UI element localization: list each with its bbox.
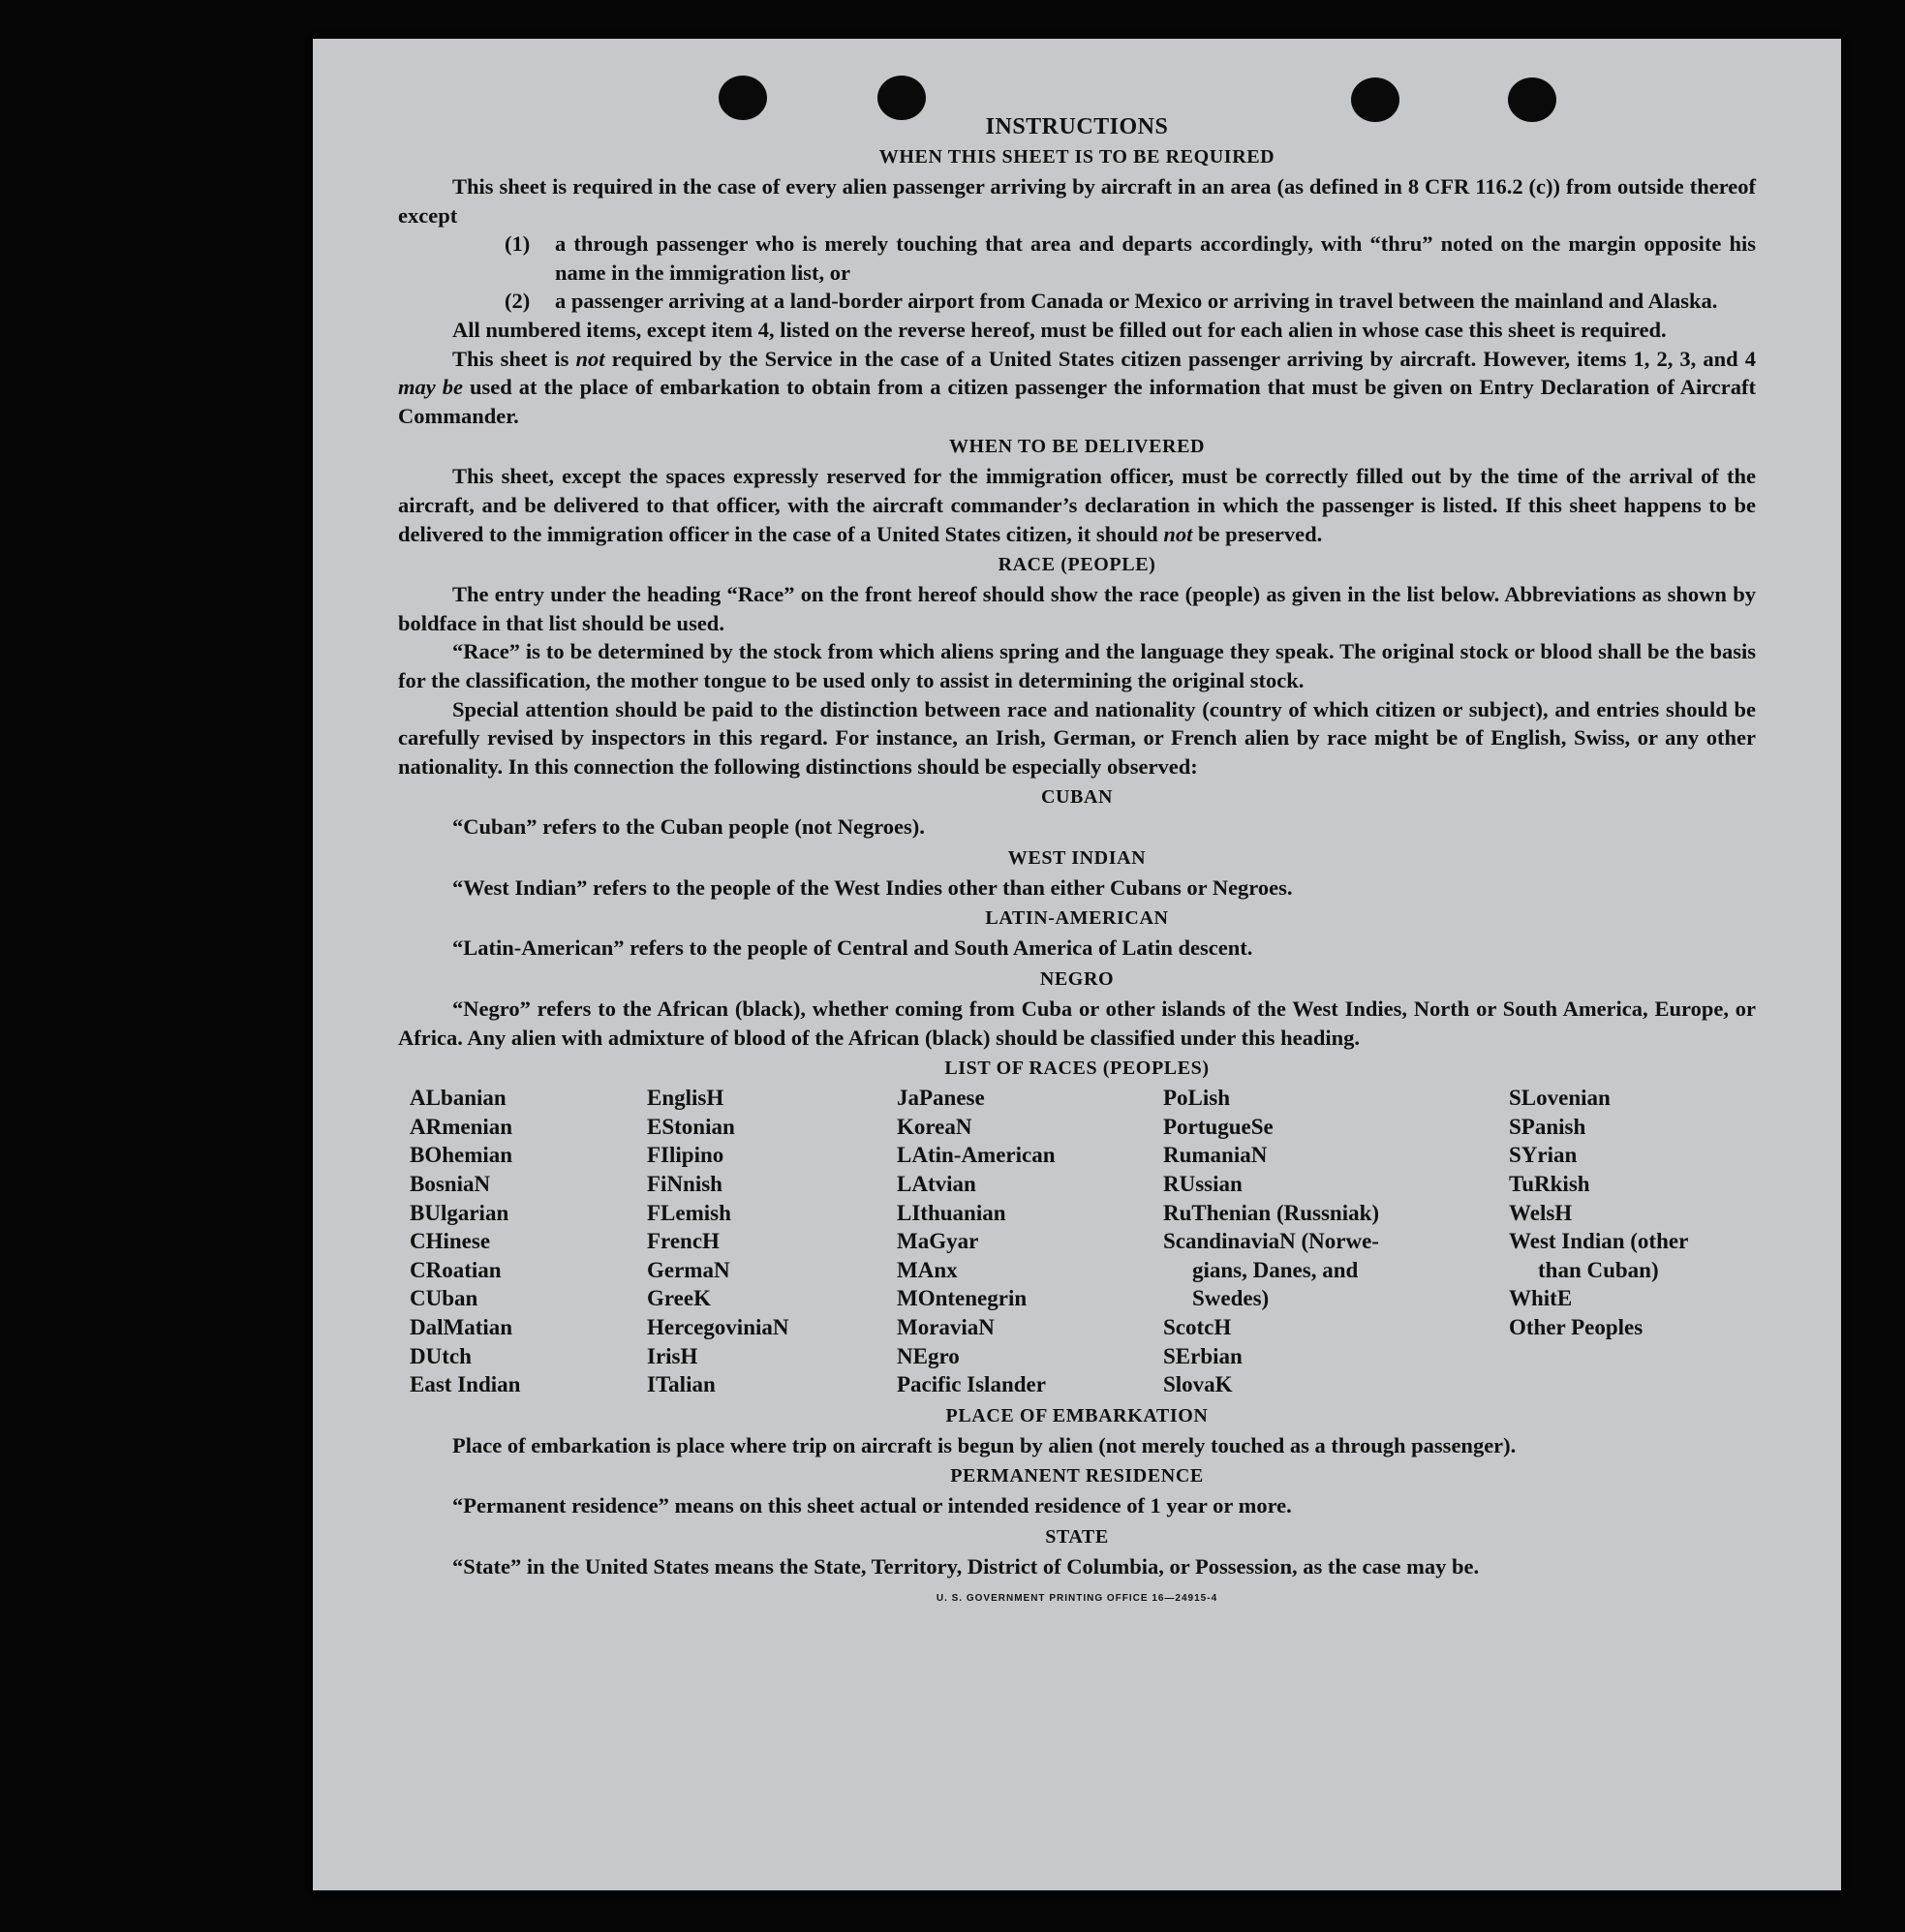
text-run: used at the place of embarkation to obtain from a citizen passenger the information that must be given on Entry Declaration of Aircraft Commander. bbox=[398, 375, 1756, 428]
race-entry: SLovenian bbox=[1509, 1086, 1611, 1111]
race-entry: ScandinaviaN (Norwe- bbox=[1163, 1229, 1379, 1254]
race-entry: GermaN bbox=[647, 1257, 730, 1282]
page-title: INSTRUCTIONS bbox=[985, 114, 1169, 139]
race-entry: FIlipino bbox=[647, 1143, 724, 1168]
paragraph bbox=[398, 462, 1756, 548]
section-heading: WEST INDIAN bbox=[1007, 846, 1147, 869]
race-entry: East Indian bbox=[410, 1372, 521, 1397]
paragraph: The entry under the heading “Race” on the front hereof should show the race (people) as given in the list below. Abbreviations as shown by boldface in that list should be used. bbox=[398, 582, 1756, 635]
paragraph: “Negro” refers to the African (black), whether coming from Cuba or other islands of the West Indies, North or South America, Europe, or Africa. Any alien with admixture of blood of the African (black) should be classified under this heading. bbox=[398, 997, 1756, 1050]
paragraph: “Cuban” refers to the Cuban people (not Negroes). bbox=[452, 814, 925, 840]
race-entry: HercegoviniaN bbox=[647, 1315, 789, 1339]
emphasis: not bbox=[1163, 521, 1193, 546]
race-list bbox=[410, 1084, 1756, 1399]
race-entry: BUlgarian bbox=[410, 1200, 509, 1225]
paragraph: Special attention should be paid to the distinction between race and nationality (country of which citizen or subject), and entries should be carefully revised by inspectors in this regard. For instance, an Irish, German, or French alien by race might be of English, Swiss, or any other nationality. In this connection the following distinctions should be especially observed: bbox=[398, 696, 1756, 779]
race-entry: Swedes) bbox=[1192, 1286, 1270, 1311]
race-entry: RumaniaN bbox=[1163, 1143, 1268, 1168]
list-item bbox=[505, 230, 1756, 287]
text-run: This sheet is bbox=[452, 346, 576, 371]
paragraph: “Permanent residence” means on this sheet actual or intended residence of 1 year or more. bbox=[452, 1493, 1292, 1518]
text-run: required by the Service in the case of a United States citizen passenger arriving by aircraft. However, items 1, 2, 3, and 4 bbox=[604, 346, 1756, 371]
paragraph: “West Indian” refers to the people of the West Indies other than either Cubans or Negroes. bbox=[452, 874, 1293, 900]
race-entry: CRoatian bbox=[410, 1257, 502, 1282]
race-column bbox=[410, 1084, 647, 1399]
race-entry: ITalian bbox=[647, 1372, 716, 1397]
paragraph: “Race” is to be determined by the stock from which aliens spring and the language they speak. The original stock or blood shall be the basis for the classification, the mother tongue to be used only to assist in determining the original stock. bbox=[398, 639, 1756, 692]
printer-imprint: U. S. GOVERNMENT PRINTING OFFICE 16—24915-4 bbox=[936, 1592, 1218, 1604]
text-run: be preserved. bbox=[1192, 521, 1323, 546]
section-heading: CUBAN bbox=[1040, 786, 1114, 809]
paragraph: This sheet is required in the case of every alien passenger arriving by aircraft in an area (as defined in 8 CFR 116.2 (c)) from outside thereof except bbox=[398, 174, 1756, 228]
race-entry: DalMatian bbox=[410, 1315, 513, 1339]
race-entry: WhitE bbox=[1509, 1286, 1573, 1311]
section-heading: STATE bbox=[1045, 1525, 1109, 1548]
race-entry: EnglisH bbox=[647, 1086, 724, 1111]
paragraph: “State” in the United States means the State, Territory, District of Columbia, or Possession, as the case may be. bbox=[452, 1553, 1480, 1579]
section-heading: WHEN THIS SHEET IS TO BE REQUIRED bbox=[878, 146, 1275, 168]
race-entry: MOntenegrin bbox=[897, 1286, 1028, 1311]
list-number: (1) bbox=[505, 231, 531, 257]
race-entry: LAtvian bbox=[897, 1172, 976, 1197]
race-entry: DUtch bbox=[410, 1343, 472, 1368]
list-text: a through passenger who is merely touching that area and departs accordingly, with “thru” noted on the margin opposite his name in the immigration list, or bbox=[555, 231, 1756, 285]
race-entry: RUssian bbox=[1163, 1172, 1243, 1197]
race-entry: FLemish bbox=[647, 1200, 731, 1225]
race-entry: LIthuanian bbox=[897, 1200, 1006, 1225]
race-entry: ALbanian bbox=[410, 1086, 507, 1111]
race-entry: LAtin-American bbox=[897, 1143, 1056, 1168]
race-entry: PortugueSe bbox=[1163, 1114, 1274, 1139]
race-entry: CUban bbox=[410, 1286, 478, 1311]
race-entry: ARmenian bbox=[410, 1114, 513, 1139]
section-heading: LATIN-AMERICAN bbox=[985, 907, 1169, 930]
race-entry: ScotcH bbox=[1163, 1315, 1232, 1339]
paragraph: All numbered items, except item 4, listed on the reverse hereof, must be filled out for each alien in whose case this sheet is required. bbox=[452, 317, 1667, 342]
race-column bbox=[1509, 1084, 1751, 1399]
race-entry: SPanish bbox=[1509, 1114, 1586, 1139]
race-entry: TuRkish bbox=[1509, 1172, 1590, 1197]
race-entry: FrencH bbox=[647, 1229, 720, 1254]
race-entry: WelsH bbox=[1509, 1200, 1573, 1225]
race-entry: MaGyar bbox=[897, 1229, 979, 1254]
race-entry: gians, Danes, and bbox=[1192, 1257, 1359, 1282]
race-entry: KoreaN bbox=[897, 1114, 972, 1139]
section-heading: LIST OF RACES (PEOPLES) bbox=[944, 1058, 1210, 1080]
race-column bbox=[1163, 1084, 1509, 1399]
race-entry: JaPanese bbox=[897, 1086, 985, 1111]
race-entry: GreeK bbox=[647, 1286, 711, 1311]
emphasis: not bbox=[575, 346, 605, 371]
emphasis: may be bbox=[398, 375, 463, 400]
paragraph: “Latin-American” refers to the people of Central and South America of Latin descent. bbox=[452, 935, 1253, 961]
list-number: (2) bbox=[505, 289, 531, 314]
document-content bbox=[398, 114, 1756, 1604]
race-entry: RuThenian (Russniak) bbox=[1163, 1200, 1380, 1225]
section-heading: NEGRO bbox=[1039, 968, 1115, 991]
paragraph: Place of embarkation is place where trip on aircraft is begun by alien (not merely touched as a through passenger). bbox=[452, 1432, 1517, 1457]
race-column bbox=[897, 1084, 1163, 1399]
race-column bbox=[647, 1084, 897, 1399]
race-entry: MAnx bbox=[897, 1257, 958, 1282]
list-text: a passenger arriving at a land-border airport from Canada or Mexico or arriving in travel between the mainland and Alaska. bbox=[555, 289, 1718, 314]
text-run: This sheet, except the spaces expressly reserved for the immigration officer, must be correctly filled out by the time of the arrival of the aircraft, and be delivered to that officer, with the aircraft commander’s declaration in which the passenger is listed. If this sheet happens to be delivered to the immigration officer in the case of a United States citizen, it should bbox=[398, 464, 1756, 546]
race-entry: than Cuban) bbox=[1538, 1257, 1659, 1282]
race-entry: NEgro bbox=[897, 1343, 960, 1368]
document-page bbox=[313, 39, 1841, 1890]
race-entry: BOhemian bbox=[410, 1143, 513, 1168]
race-entry: CHinese bbox=[410, 1229, 491, 1254]
race-entry: FiNnish bbox=[647, 1172, 722, 1197]
race-entry: BosniaN bbox=[410, 1172, 491, 1197]
race-entry: IrisH bbox=[647, 1343, 698, 1368]
section-heading: RACE (PEOPLE) bbox=[998, 554, 1156, 576]
race-entry: SlovaK bbox=[1163, 1372, 1233, 1397]
section-heading: WHEN TO BE DELIVERED bbox=[948, 436, 1206, 458]
race-entry: West Indian (other bbox=[1509, 1229, 1689, 1254]
race-entry: EStonian bbox=[647, 1114, 735, 1139]
list-item bbox=[505, 287, 1756, 316]
race-entry: SYrian bbox=[1509, 1143, 1578, 1168]
race-entry: Other Peoples bbox=[1509, 1315, 1644, 1339]
race-entry: SErbian bbox=[1163, 1343, 1243, 1368]
paragraph bbox=[398, 345, 1756, 431]
race-entry: PoLish bbox=[1163, 1086, 1231, 1111]
race-entry: MoraviaN bbox=[897, 1315, 995, 1339]
race-entry: Pacific Islander bbox=[897, 1372, 1046, 1397]
section-heading: PERMANENT RESIDENCE bbox=[950, 1465, 1204, 1487]
section-heading: PLACE OF EMBARKATION bbox=[945, 1404, 1209, 1426]
